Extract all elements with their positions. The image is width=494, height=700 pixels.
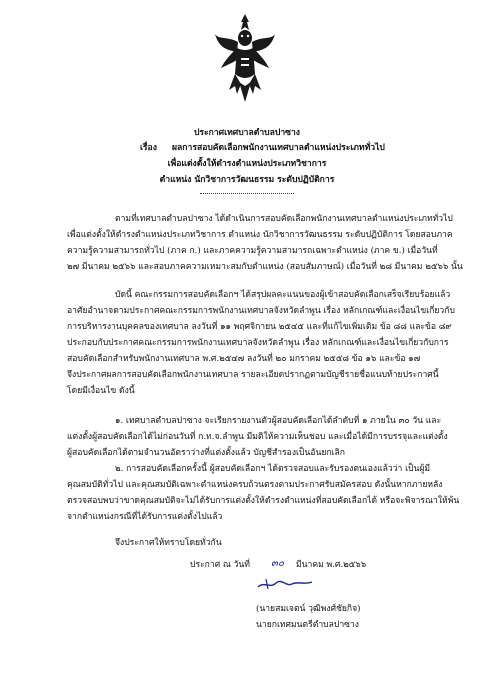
condition-2-line: คุณสมบัติทั่วไป และคุณสมบัติเฉพาะตำแหน่งครบถ้วนตรงตามประกาศรับสมัครสอบ ดังนั้นหากภายหลัง	[67, 480, 443, 490]
signatory-title: นายกเทศมนตรีตำบลปาซาง	[256, 620, 359, 630]
paragraph-2-line: สอบคัดเลือกสำหรับพนักงานเทศบาล พ.ศ.๒๕๔๗ ลงวันที่ ๒๐ มกราคม ๒๕๕๘ ข้อ ๑๖ และข้อ ๑๗	[67, 354, 421, 364]
paragraph-2-line: ประกอบกับประกาศคณะกรรมการพนักงานเทศบาลจังหวัดลำพูน เรื่อง หลักเกณฑ์และเงื่อนไขเกี่ยวกับการ	[67, 338, 449, 348]
condition-2-line: ตรวจสอบพบว่าขาดคุณสมบัติจะไม่ได้รับการแต่งตั้งให้ดำรงตำแหน่งที่สอบคัดเลือกได้ หรือจะพิจารณาให้พ้น	[67, 496, 460, 506]
paragraph-1-line: เพื่อแต่งตั้งให้ดำรงตำแหน่งประเภทวิชาการ ตำแหน่ง นักวิชาการวัฒนธรรม ระดับปฏิบัติการ โดยสอบภาค	[67, 230, 453, 240]
condition-2-line: จากตำแหน่งกรณีที่ได้รับการแต่งตั้งไปแล้ว	[67, 512, 223, 522]
subject-line-1: ผลการสอบคัดเลือกพนักงานเทศบาลตำแหน่งประเภททั่วไป	[172, 143, 385, 153]
garuda-emblem-icon	[213, 12, 277, 106]
date-prefix: ประกาศ ณ วันที่	[190, 560, 250, 570]
closing-line: จึงประกาศให้ทราบโดยทั่วกัน	[115, 538, 222, 548]
subject-line-3: ตำแหน่ง นักวิชาการวัฒนธรรม ระดับปฏิบัติการ	[159, 175, 335, 185]
signatory-name: (นายสมเจตน์ วุฒิพงศ์ชัยกิจ)	[256, 604, 361, 614]
condition-1-line: ผู้สอบคัดเลือกได้ตามจำนวนอัตราว่างที่แต่งตั้งแล้ว บัญชีสำรองเป็นอันยกเลิก	[67, 448, 345, 458]
paragraph-2-line: โดยมีเงื่อนไข ดังนี้	[67, 386, 135, 396]
paragraph-2-line: บัดนี้ คณะกรรมการสอบคัดเลือกฯ ได้สรุปผลคะแนนของผู้เข้าสอบคัดเลือกเสร็จเรียบร้อยแล้ว	[115, 290, 451, 300]
date-day-handwritten: ๓๐	[271, 558, 284, 569]
date-suffix: มีนาคม พ.ศ.๒๕๖๖	[296, 560, 367, 570]
condition-1-line: แต่งตั้งผู้สอบคัดเลือกได้ไม่ก่อนวันที่ ก.ท.จ.ลำพูน มีมติให้ความเห็นชอบ และเมื่อได้มีการบรรจุและแต่งตั้ง	[67, 432, 448, 442]
condition-2-line: ๒. การสอบคัดเลือกครั้งนี้ ผู้สอบคัดเลือกฯ ได้ตรวจสอบและรับรองตนเองแล้วว่า เป็นผู้มี	[115, 464, 431, 474]
paragraph-1-line: ตามที่เทศบาลตำบลปาซาง ได้ดำเนินการสอบคัดเลือกพนักงานเทศบาลตำแหน่งประเภททั่วไป	[115, 214, 453, 224]
condition-1-line: ๑. เทศบาลตำบลปาซาง จะเรียกรายงานตัวผู้สอบคัดเลือกได้ลำดับที่ ๑ ภายใน ๓๐ วัน และ	[115, 416, 442, 426]
org-title: ประกาศเทศบาลตำบลปาซาง	[193, 128, 301, 138]
paragraph-2-line: อาศัยอำนาจตามประกาศคณะกรรมการพนักงานเทศบาลจังหวัดลำพูน เรื่อง หลักเกณฑ์และเงื่อนไขเกี่ยวกับ	[67, 306, 455, 316]
paragraph-2-line: การบริหารงานบุคคลของเทศบาล ลงวันที่ ๑๑ พฤศจิกายน ๒๕๔๕ และที่แก้ไขเพิ่มเติม ข้อ ๘๘ และข้อ ๘๙	[67, 322, 452, 332]
subject-line-2: เพื่อแต่งตั้งให้ดำรงตำแหน่งประเภทวิชาการ	[167, 159, 327, 169]
paragraph-1-line: ความรู้ความสามารถทั่วไป (ภาค ก.) และภาคความรู้ความสามารถเฉพาะตำแหน่ง (ภาค ข.) เมื่อวันที่	[67, 246, 438, 256]
subject-prefix: เรื่อง	[140, 143, 157, 153]
paragraph-1-line: ๒๗ มีนาคม ๒๕๖๖ และสอบภาคความเหมาะสมกับตำแหน่ง (สอบสัมภาษณ์) เมื่อวันที่ ๒๘ มีนาคม ๒๕๖๖ นั้น	[67, 262, 463, 272]
signature-mark-icon	[256, 573, 314, 593]
paragraph-2-line: จึงประกาศผลการสอบคัดเลือกพนักงานเทศบาล รายละเอียดปรากฏตามบัญชีรายชื่อแนบท้ายประกาศนี้	[67, 370, 439, 380]
separator-dots	[200, 193, 294, 194]
